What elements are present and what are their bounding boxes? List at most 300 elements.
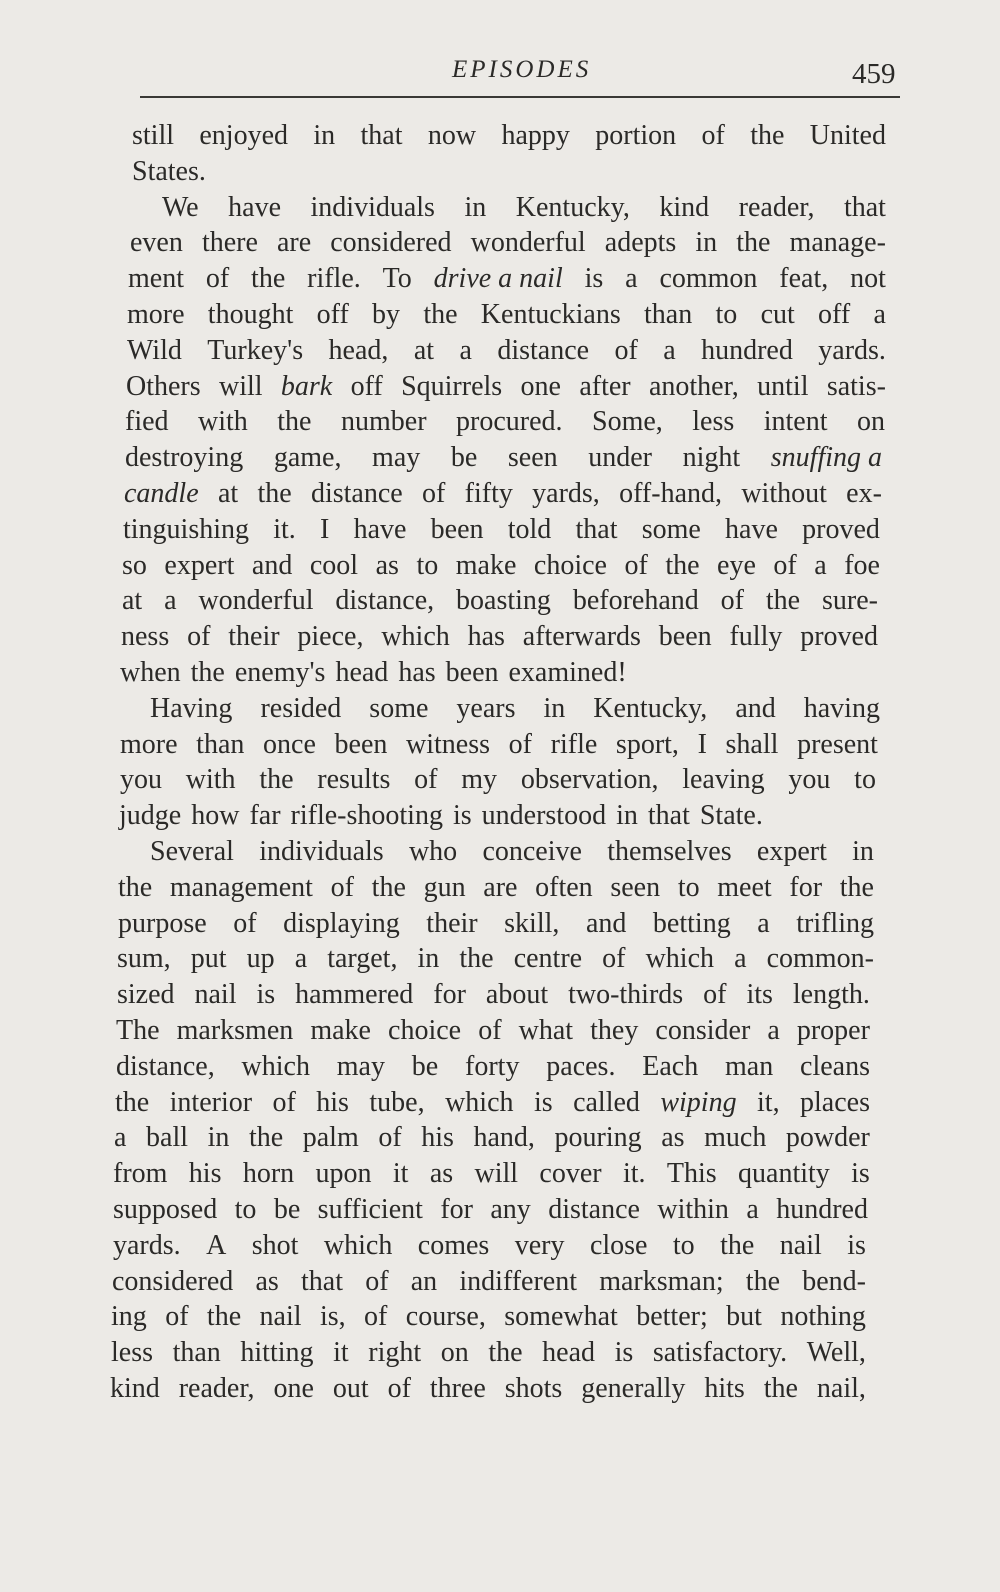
word: ball [146, 1122, 189, 1154]
word: my [461, 764, 498, 796]
word: a [814, 549, 827, 581]
text-line [111, 1335, 866, 1371]
text-line [127, 297, 886, 333]
word: yards. [818, 334, 886, 366]
word: one [520, 370, 561, 402]
word: This [666, 1158, 717, 1190]
word: with [198, 406, 248, 438]
word: head, [328, 334, 389, 366]
word: is [847, 1229, 866, 1261]
word: that [301, 1265, 343, 1297]
word: sure- [821, 585, 878, 617]
word: any [490, 1194, 531, 1225]
word: on [440, 1337, 469, 1369]
text-line [125, 440, 882, 476]
word: Several [150, 836, 234, 867]
word: will [219, 370, 263, 402]
word: of [414, 764, 438, 796]
word: and [585, 907, 627, 939]
text-line [118, 906, 874, 942]
word: somewhat [504, 1301, 618, 1333]
word: than [644, 299, 693, 330]
word: one [273, 1373, 314, 1404]
text-line [114, 1120, 870, 1156]
word: been [658, 621, 712, 653]
text-line [126, 369, 886, 405]
word: it. [622, 1158, 646, 1190]
word: leaving [682, 764, 765, 796]
word: rifle [550, 728, 598, 760]
word: supposed [113, 1194, 218, 1225]
word: put [190, 943, 227, 975]
word: yards. [113, 1229, 181, 1261]
word: about [485, 979, 549, 1011]
word: it. [273, 513, 296, 545]
word: his [421, 1122, 454, 1154]
word: and [735, 692, 776, 724]
word: seen [610, 871, 661, 903]
word: very [514, 1229, 565, 1261]
word: purpose [118, 907, 207, 939]
word: results [317, 764, 391, 796]
word: choice [388, 1015, 462, 1046]
word: fied [125, 406, 169, 438]
word: a [746, 1194, 759, 1225]
word: a [767, 1015, 780, 1046]
text-line [116, 1049, 870, 1085]
text-line [127, 333, 886, 369]
word: the [736, 227, 771, 259]
word: in [616, 800, 638, 832]
word: Squirrels [401, 370, 503, 402]
text-line [123, 512, 880, 548]
word: to [715, 299, 738, 330]
word: thought [207, 299, 294, 330]
word: their [228, 621, 280, 653]
word: judge [119, 800, 182, 832]
word: cut [760, 299, 795, 330]
word: another, [648, 370, 739, 402]
word: it [333, 1337, 349, 1369]
word: a [164, 585, 177, 617]
word: of [478, 1015, 502, 1046]
word: they [590, 1015, 639, 1046]
word: until [757, 370, 809, 402]
word: distance [497, 334, 590, 366]
word: proper [796, 1015, 870, 1046]
word: ment [128, 263, 184, 295]
word: still [132, 120, 175, 151]
word: his [188, 1158, 222, 1190]
word: A [206, 1229, 227, 1261]
text-line [117, 977, 870, 1013]
word: the [118, 871, 153, 903]
word: satis- [826, 370, 886, 402]
word: kind [659, 191, 710, 223]
text-line [125, 404, 885, 440]
word: feat, [779, 263, 829, 295]
text-line [113, 1156, 870, 1192]
word: places [800, 1086, 870, 1118]
word: an [410, 1265, 438, 1297]
word: Kentucky, [593, 692, 708, 724]
word: rifle. [307, 263, 361, 295]
word: so [122, 549, 147, 581]
word: eye [717, 549, 756, 581]
word: skill, [504, 907, 560, 939]
word: you [120, 764, 162, 796]
word: of [720, 585, 744, 617]
word: of [272, 1086, 296, 1118]
word: that [647, 800, 690, 832]
word: nail [779, 1229, 822, 1261]
word: in [695, 227, 718, 259]
word: out [332, 1373, 369, 1404]
word: the [665, 549, 700, 581]
word: for [433, 979, 466, 1011]
word: which [645, 943, 714, 975]
word: nail [259, 1301, 302, 1333]
word: less [692, 406, 735, 438]
word: fifty [464, 478, 513, 509]
word: which [323, 1229, 393, 1261]
word: at [122, 585, 143, 617]
word: sum, [117, 943, 171, 975]
word: make [310, 1015, 371, 1046]
word: a [663, 334, 676, 366]
word: ex- [846, 478, 882, 509]
word: is, [319, 1301, 346, 1333]
word: hammered [295, 979, 414, 1011]
text-line [121, 619, 878, 655]
word: To [382, 263, 412, 295]
word: sized [117, 979, 175, 1011]
word: enemy's [234, 657, 326, 688]
word: We [162, 191, 199, 223]
word: which [381, 621, 450, 653]
word: wonderful [470, 227, 586, 259]
word: the [745, 1265, 781, 1297]
word: the [277, 406, 312, 438]
word: State. [699, 800, 763, 832]
word: betting [652, 907, 731, 939]
word: by [372, 299, 401, 330]
word: bend- [802, 1265, 866, 1297]
word: States. [132, 155, 206, 187]
word: choice [533, 549, 607, 581]
word: of [205, 263, 230, 295]
text-line [113, 1228, 866, 1264]
word: in [417, 943, 440, 975]
word: a [734, 943, 747, 975]
word: United [809, 120, 886, 151]
word: three [429, 1373, 486, 1404]
word: the [206, 1301, 242, 1333]
word: than [172, 1337, 221, 1369]
word: that [843, 191, 886, 223]
word: present [797, 728, 878, 760]
word: than [196, 728, 245, 760]
text-line [115, 1085, 870, 1121]
word: off-hand, [619, 478, 723, 509]
word: sport, [615, 728, 679, 760]
word: more [120, 728, 178, 760]
word: cover [539, 1158, 602, 1190]
word: shall [725, 728, 779, 760]
word: marksman; [599, 1265, 724, 1297]
text-line [128, 261, 886, 297]
word: it [392, 1158, 409, 1190]
text-line [113, 1192, 868, 1228]
text-line [132, 154, 300, 190]
word: I [320, 513, 330, 545]
word: having [803, 692, 880, 724]
text-line [130, 225, 886, 261]
word: course, [405, 1301, 486, 1333]
word: night [682, 442, 741, 474]
word: the [459, 943, 494, 975]
word: number [340, 406, 427, 438]
word: the [257, 478, 292, 509]
word: hand, [473, 1122, 535, 1154]
word: under [588, 442, 653, 474]
word: will [474, 1158, 519, 1190]
word: interior [169, 1086, 253, 1118]
word: some [641, 513, 701, 545]
word: manage- [789, 227, 886, 259]
word: enjoyed [199, 120, 289, 151]
word: cool [309, 549, 359, 581]
word: up [246, 943, 275, 975]
word: called [573, 1086, 640, 1118]
word: trifling [796, 907, 874, 939]
word: pouring [554, 1122, 642, 1154]
italic-word: snuffing a [770, 442, 882, 474]
word: that [360, 120, 403, 151]
word: right [368, 1337, 422, 1369]
word: not [850, 263, 886, 295]
word: is [533, 1086, 553, 1118]
word: in [464, 191, 487, 223]
word: to [677, 871, 700, 903]
word: seen [507, 442, 558, 474]
word: boasting [456, 585, 551, 617]
word: a [459, 334, 472, 366]
word: what [518, 1015, 574, 1046]
word: which [445, 1086, 514, 1118]
text-line [122, 548, 880, 584]
word: upon [315, 1158, 372, 1190]
word: his [316, 1086, 349, 1118]
word: indifferent [459, 1265, 577, 1297]
word: to [672, 1229, 695, 1261]
word: of [602, 943, 626, 975]
word: may [336, 1050, 385, 1082]
word: the [251, 263, 286, 295]
word: individuals [259, 836, 384, 867]
word: how [191, 800, 240, 832]
word: satisfactory. [652, 1337, 788, 1369]
word: Each [642, 1050, 699, 1082]
word: considered [330, 227, 452, 259]
word: within [657, 1194, 729, 1225]
word: that [575, 513, 618, 545]
text-line [112, 1264, 866, 1300]
word: individuals [310, 191, 435, 223]
word: horn [242, 1158, 295, 1190]
word: years [456, 692, 516, 724]
word: of [330, 871, 354, 903]
word: considered [112, 1265, 234, 1297]
word: the [190, 657, 225, 688]
word: off [316, 299, 349, 330]
word: observation, [520, 764, 659, 796]
word: adepts [604, 227, 677, 259]
body-text [0, 118, 1000, 1448]
word: Turkey's [207, 334, 304, 366]
word: of [233, 907, 257, 939]
word: when [120, 657, 181, 688]
word: some [369, 692, 429, 724]
word: of [624, 549, 648, 581]
word: told [507, 513, 552, 545]
word: distance [548, 1194, 640, 1225]
word: of [165, 1301, 189, 1333]
word: hundred [701, 334, 793, 366]
word: make [455, 549, 517, 581]
text-line [120, 727, 878, 763]
word: more [127, 299, 185, 330]
word: reader, [738, 191, 815, 223]
text-line [120, 762, 876, 798]
text-line [118, 870, 874, 906]
word: Well, [806, 1337, 866, 1369]
word: displaying [283, 907, 400, 939]
word: is [256, 979, 276, 1011]
word: destroying [125, 442, 244, 474]
word: common [659, 263, 758, 295]
word: shots [504, 1373, 563, 1404]
word: of [387, 1373, 411, 1404]
word: for [789, 871, 823, 903]
word: consider [655, 1015, 751, 1046]
text-line [117, 941, 874, 977]
text-line [119, 798, 832, 834]
word: of [614, 334, 638, 366]
word: may [372, 442, 421, 474]
word: is [851, 1158, 870, 1190]
word: Others [126, 370, 201, 402]
word: target, [327, 943, 398, 975]
text-line [111, 1299, 866, 1335]
word: the [720, 1229, 755, 1261]
word: witness [406, 728, 491, 760]
running-title: EPISODES [452, 56, 592, 83]
word: of [703, 979, 727, 1011]
word: is [614, 1337, 634, 1369]
word: examined! [508, 657, 627, 688]
word: hitting [240, 1337, 314, 1369]
word: distance, [335, 585, 435, 617]
word: been [445, 657, 499, 688]
word: centre [513, 943, 583, 975]
word: resided [260, 692, 342, 724]
word: as [661, 1122, 685, 1154]
word: a [625, 263, 638, 295]
word: their [426, 907, 478, 939]
word: are [276, 227, 312, 259]
word: wonderful [198, 585, 314, 617]
word: close [589, 1229, 648, 1261]
word: Wild [127, 334, 182, 366]
word: which [241, 1050, 310, 1082]
word: in [852, 836, 874, 867]
word: happy [501, 120, 570, 151]
word: to [234, 1194, 257, 1225]
word: comes [417, 1229, 490, 1261]
word: hundred [776, 1194, 868, 1225]
word: the [763, 1373, 798, 1404]
text-line [120, 691, 880, 727]
word: a [873, 299, 886, 330]
word: beforehand [572, 585, 699, 617]
word: the [765, 585, 801, 617]
word: the [248, 1122, 284, 1154]
word: once [263, 728, 316, 760]
word: foe [844, 549, 880, 581]
word: but [726, 1301, 762, 1333]
word: and [251, 549, 293, 581]
word: intent [763, 406, 828, 438]
text-line [116, 1013, 870, 1049]
word: Having [150, 692, 233, 724]
word: much [704, 1122, 767, 1154]
word: often [535, 871, 593, 903]
word: palm [302, 1122, 359, 1154]
word: less [111, 1337, 153, 1369]
word: as [255, 1265, 279, 1297]
text-line [120, 655, 700, 691]
word: ing [111, 1301, 147, 1333]
header-rule [140, 96, 900, 98]
word: it, [757, 1086, 780, 1118]
word: shot [251, 1229, 299, 1261]
word: nothing [780, 1301, 866, 1333]
word: have [353, 513, 407, 545]
word: the [839, 871, 874, 903]
page-number: 459 [852, 58, 896, 90]
word: after [579, 370, 631, 402]
italic-word: bark [280, 370, 333, 402]
word: even [130, 227, 183, 259]
word: powder [785, 1122, 870, 1154]
word: in [207, 1122, 230, 1154]
word: quantity [738, 1158, 830, 1190]
word: generally [581, 1373, 686, 1404]
word: game, [273, 442, 342, 474]
word: forty [465, 1050, 520, 1082]
word: for [440, 1194, 473, 1225]
word: of [364, 1301, 388, 1333]
word: sufficient [317, 1194, 423, 1225]
word: understood [481, 800, 607, 832]
italic-word: wiping [660, 1086, 737, 1118]
word: nail, [816, 1373, 866, 1404]
word: of [365, 1265, 389, 1297]
word: far [249, 800, 281, 832]
word: Some, [592, 406, 663, 438]
word: themselves [607, 836, 732, 867]
